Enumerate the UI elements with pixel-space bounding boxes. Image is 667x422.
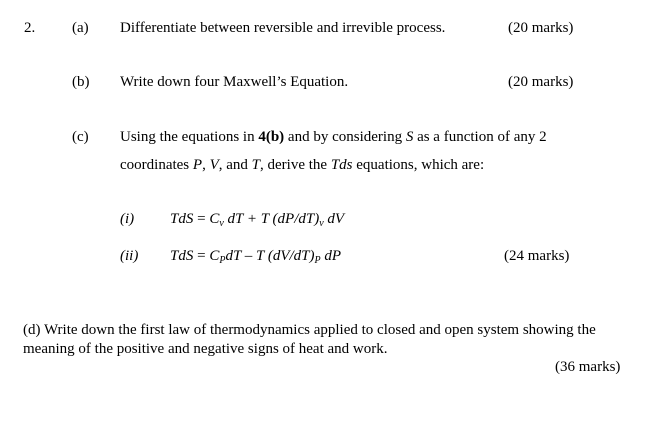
part-c-line2-post: equations, which are: [352, 157, 485, 173]
part-c-line1-var: S [405, 129, 414, 145]
equation-i-cv: C [209, 211, 220, 227]
part-c-line2-mid: , derive the [260, 157, 331, 173]
part-a-text: Differentiate between reversible and irrevible process. [120, 20, 446, 36]
equation-ii-rest2: dP [320, 248, 342, 264]
part-c-line2-v: V [209, 157, 219, 173]
part-c-label: (c) [72, 129, 89, 145]
equation-i [170, 210, 344, 228]
part-c-line1-mid: and by considering [284, 129, 406, 145]
part-b-text: Write down four Maxwell’s Equation. [120, 74, 349, 90]
part-c-line2-p: P [192, 157, 203, 173]
equation-ii-equals: = [193, 248, 210, 264]
part-a-label: (a) [72, 20, 89, 36]
equation-i-rest1-sub: v [319, 218, 324, 229]
part-c-line1-pre: Using the equations in [120, 129, 259, 145]
equation-ii-rest1: dT – T (dV/dT) [225, 248, 315, 264]
equation-ii-cp-sub: P [219, 255, 226, 266]
part-b-label: (b) [72, 74, 90, 90]
part-a-marks: (20 marks) [508, 20, 574, 36]
part-c-line2-pre: coordinates [120, 157, 193, 173]
part-c-line2-sep2: , and [218, 157, 252, 173]
question-number: 2. [24, 20, 36, 36]
part-d-marks: (36 marks) [555, 359, 621, 375]
part-c-line2-t: T [251, 157, 260, 173]
part-c-line2-sep1: , [202, 157, 210, 173]
equation-ii [170, 247, 341, 265]
part-d-text: (d) Write down the first law of thermodynamics applied to closed and open system showing the meaning of the positive and negative signs of heat and work. [23, 322, 596, 357]
equation-i-label: (i) [120, 211, 135, 227]
equation-i-equals: = [193, 211, 210, 227]
equation-ii-rest1-sub: P [314, 255, 321, 266]
part-c-line1 [120, 128, 547, 146]
equation-ii-cp: C [209, 248, 220, 264]
part-b-marks: (20 marks) [508, 74, 574, 90]
part-c-marks: (24 marks) [504, 248, 570, 264]
part-c-line1-ref: 4(b) [258, 129, 285, 145]
part-c-line2-tds: Tds [330, 157, 353, 173]
equation-ii-tds: TdS [170, 248, 194, 264]
part-c-line1-post: as a function of any 2 [413, 129, 547, 145]
equation-ii-label: (ii) [120, 248, 139, 264]
part-c-line2 [120, 156, 484, 174]
equation-i-cv-sub: v [219, 218, 224, 229]
equation-i-rest2: dV [323, 211, 345, 227]
equation-i-tds: TdS [170, 211, 194, 227]
equation-i-rest1: dT + T (dP/dT) [223, 211, 320, 227]
